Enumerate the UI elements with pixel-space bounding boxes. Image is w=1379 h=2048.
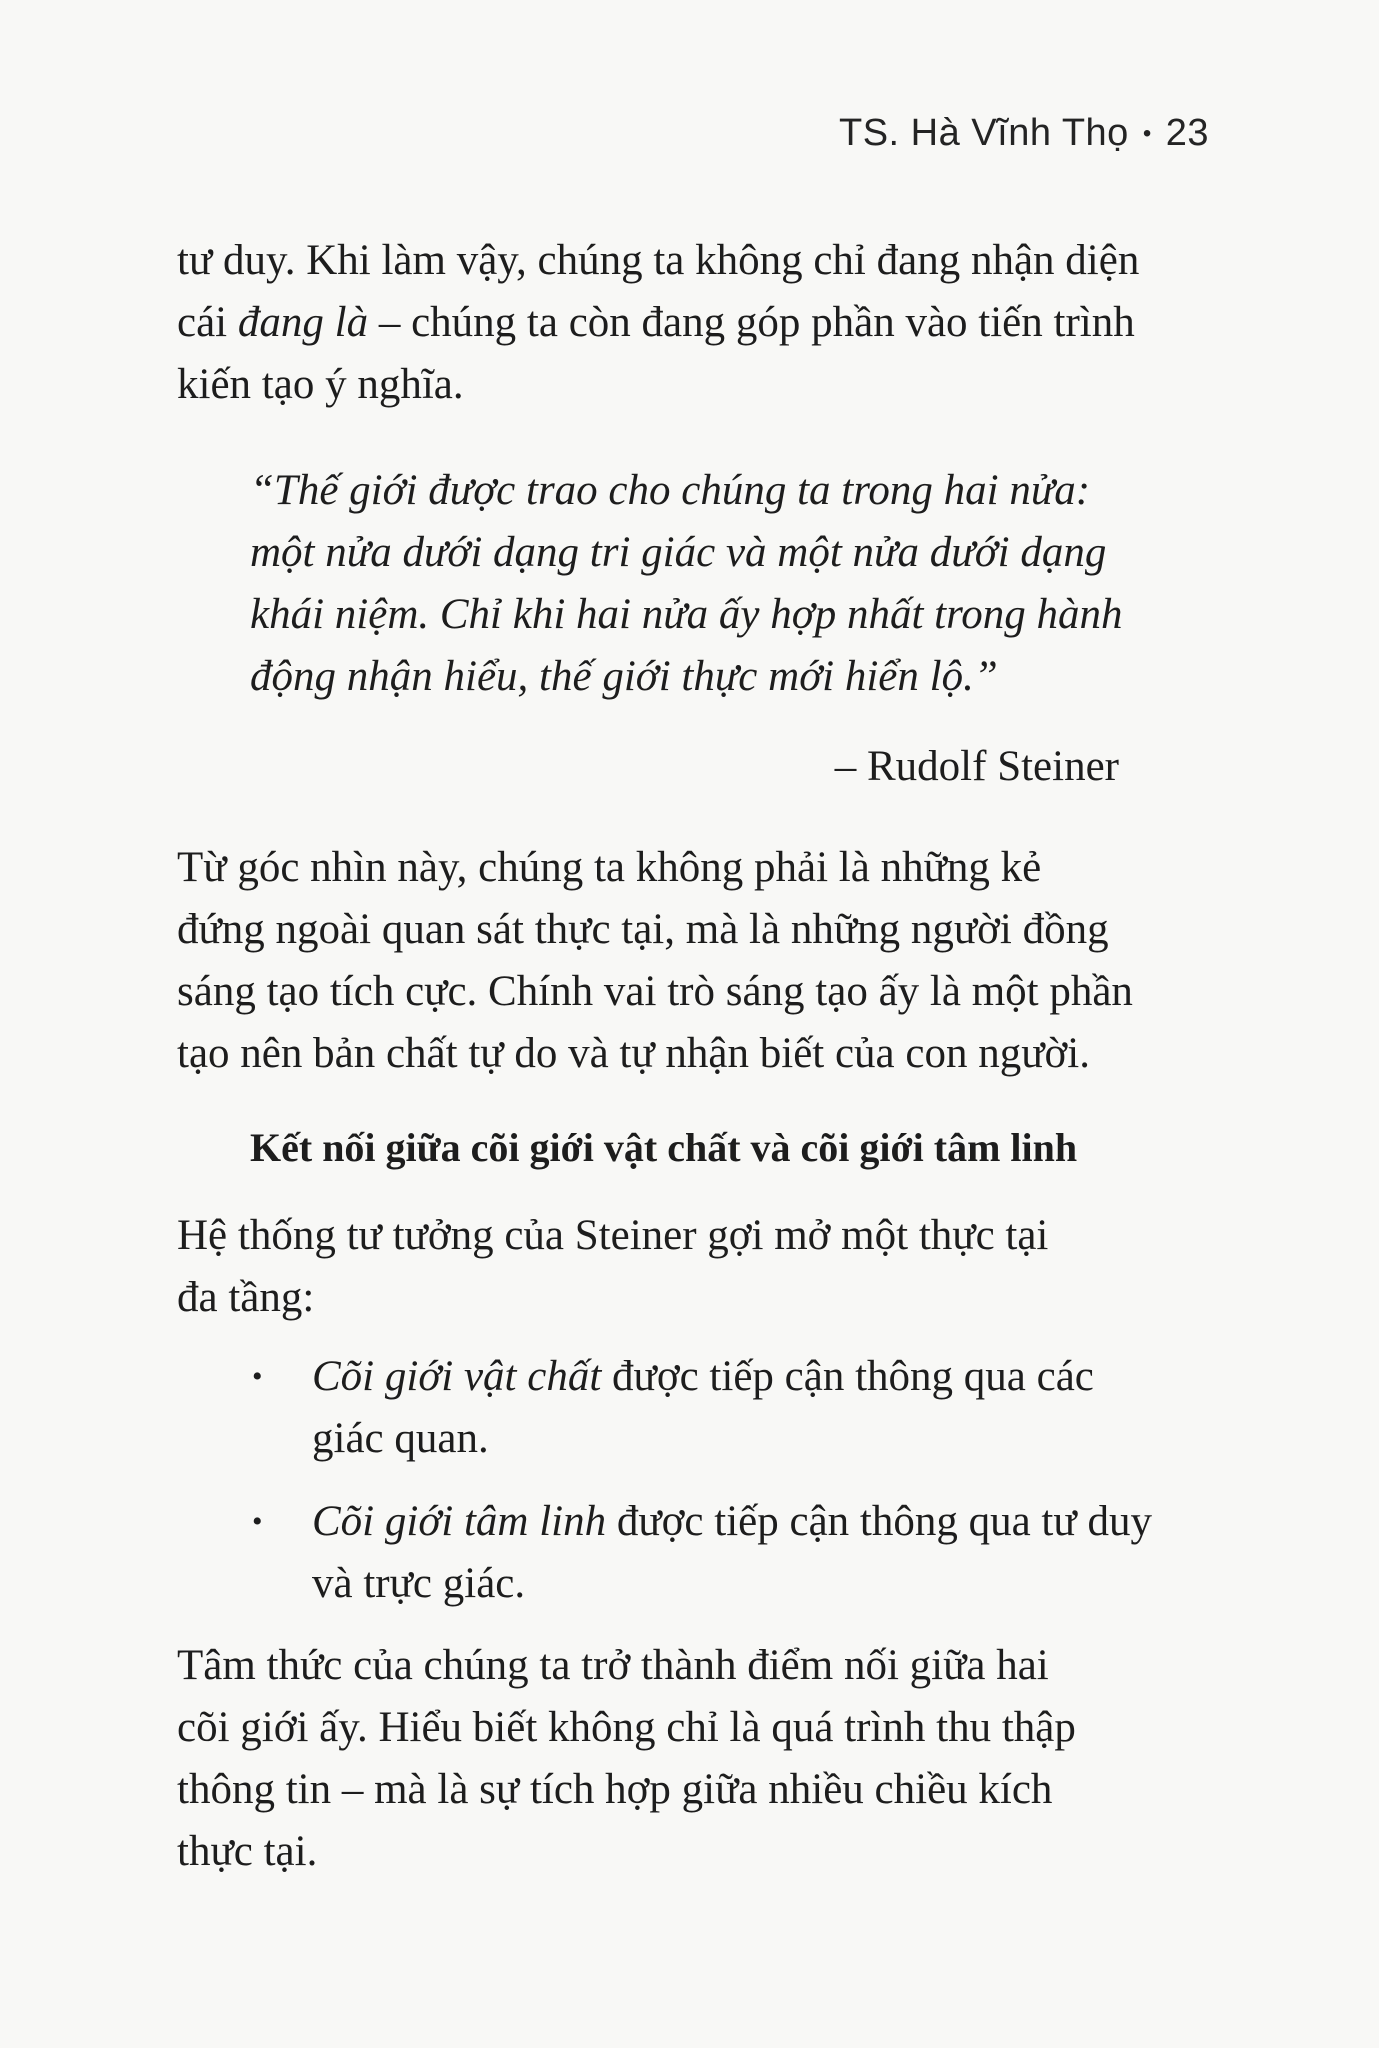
bullet-description: được tiếp cận thông qua các giác quan. [312, 1353, 1094, 1462]
bullet-term: Cõi giới vật chất [312, 1353, 602, 1400]
bullet-description: được tiếp cận thông qua tư duy và trực giác. [312, 1498, 1152, 1607]
paragraph-1-line-1: tư duy. Khi làm vậy, chúng ta không chỉ đang nhận diện [177, 237, 1140, 284]
paragraph-2: Từ góc nhìn này, chúng ta không phải là những kẻ đứng ngoài quan sát thực tại, mà là những người đồng sáng tạo tích cực. Chính vai trò sáng tạo ấy là một phần tạo nên bản chất tự do và tự nhận biết của con người. [177, 844, 1133, 1077]
bullet-item [250, 1346, 1192, 1470]
bullet-item [250, 1491, 1192, 1615]
block-quote: “Thế giới được trao cho chúng ta trong hai nửa: một nửa dưới dạng tri giác và một nửa dưới dạng khái niệm. Chỉ khi hai nửa ấy hợp nhất trong hành động nhận hiểu, thế giới thực mới hiển lộ.” [250, 467, 1123, 700]
paragraph-4: Tâm thức của chúng ta trở thành điểm nối giữa hai cõi giới ấy. Hiểu biết không chỉ là quá trình thu thập thông tin – mà là sự tích hợp giữa nhiều chiều kích thực tại. [177, 1642, 1076, 1875]
paragraph-3: Hệ thống tư tưởng của Steiner gợi mở một thực tại đa tầng: [177, 1212, 1049, 1321]
section-heading: Kết nối giữa cõi giới vật chất và cõi giới tâm linh [250, 1125, 1078, 1170]
header-separator: • [1142, 120, 1152, 147]
paragraph-1-line-3: kiến tạo ý nghĩa. [177, 361, 464, 408]
bullet-marker: • [252, 1505, 263, 1538]
quote-attribution: – Rudolf Steiner [834, 743, 1119, 790]
paragraph-1-line-2-start: cái [177, 299, 238, 346]
bullet-term: Cõi giới tâm linh [312, 1498, 607, 1545]
page-number: 23 [1165, 112, 1209, 154]
bullet-list [250, 1346, 1192, 1636]
paragraph-1-line-2-end: – chúng ta còn đang góp phần vào tiến trình [368, 299, 1135, 346]
running-header [839, 112, 1209, 155]
bullet-marker: • [252, 1360, 263, 1393]
header-author: TS. Hà Vĩnh Thọ [838, 112, 1129, 154]
paragraph-1-italic-phrase: đang là [237, 299, 369, 346]
paragraph-continuation [177, 230, 1187, 416]
